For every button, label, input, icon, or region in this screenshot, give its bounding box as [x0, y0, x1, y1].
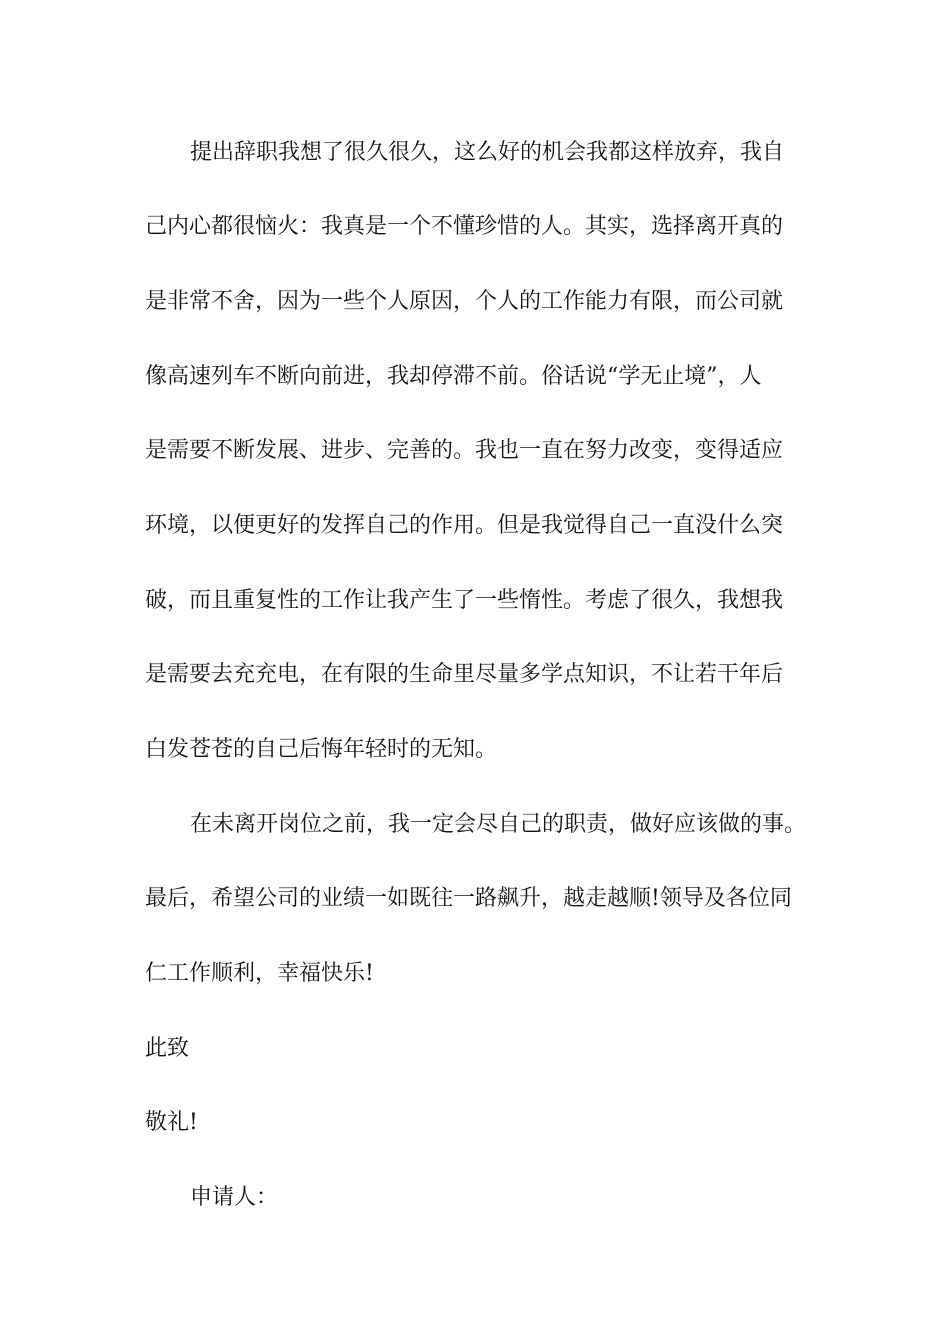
paragraph-2-line-2: 最后，希望公司的业绩一如既往一路飙升，越走越顺!领导及各位同	[145, 886, 792, 911]
paragraph-1-line-7: 破，而且重复性的工作让我产生了一些惰性。考虑了很久，我想我	[145, 588, 784, 613]
paragraph-1-line-4: 像高速列车不断向前进，我却停滞不前。俗话说“学无止境”，人	[145, 364, 762, 389]
closing-regards: 敬礼!	[145, 1110, 198, 1135]
paragraph-1-line-8: 是需要去充充电，在有限的生命里尽量多学点知识，不让若干年后	[145, 662, 784, 687]
paragraph-2-line-1: 在未离开岗位之前，我一定会尽自己的职责，做好应该做的事。	[190, 812, 807, 837]
paragraph-1-line-5: 是需要不断发展、进步、完善的。我也一直在努力改变，变得适应	[145, 438, 784, 463]
paragraph-2-line-3: 仁工作顺利，幸福快乐!	[145, 961, 374, 986]
paragraph-1-line-9: 白发苍苍的自己后悔年轻时的无知。	[145, 737, 498, 762]
closing-salutation: 此致	[145, 1036, 190, 1061]
paragraph-1-line-6: 环境，以便更好的发挥自己的作用。但是我觉得自己一直没什么突	[145, 513, 784, 538]
signature-label: 申请人：	[190, 1185, 279, 1210]
paragraph-1-line-3: 是非常不舍，因为一些个人原因，个人的工作能力有限，而公司就	[145, 289, 784, 314]
paragraph-1-line-2: 己内心都很恼火：我真是一个不懂珍惜的人。其实，选择离开真的	[145, 214, 784, 239]
paragraph-1-line-1: 提出辞职我想了很久很久，这么好的机会我都这样放弃，我自	[190, 140, 785, 165]
